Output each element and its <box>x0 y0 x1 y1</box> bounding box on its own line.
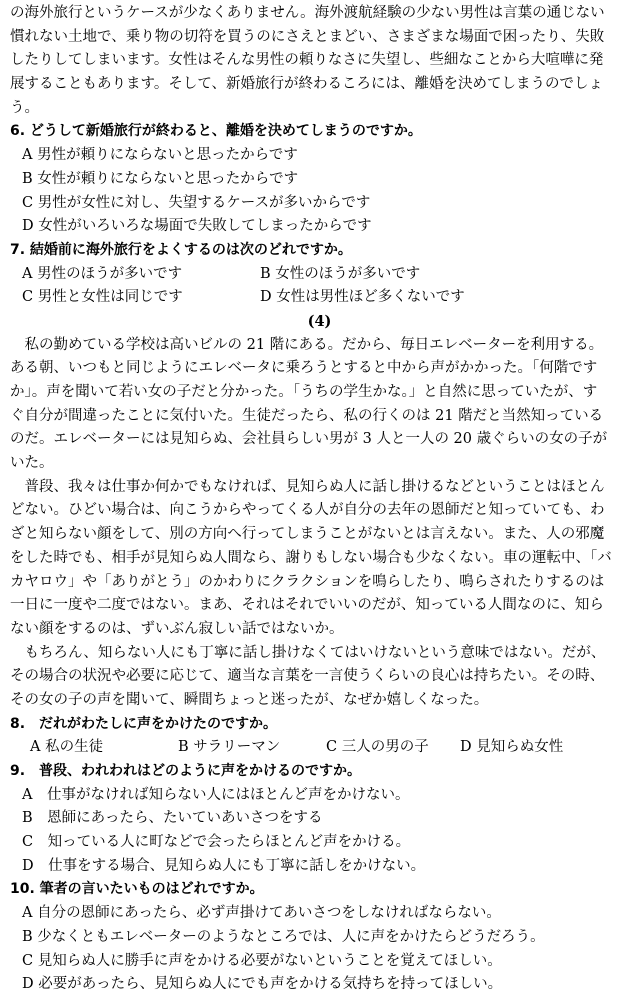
option-c: C 男性が女性に対し、失望するケースが多いからです <box>22 194 371 211</box>
option-d: D 女性は男性ほど多くないです <box>260 289 465 306</box>
option-c: C 知っている人に町などで会ったらほとんど声をかける。 <box>22 834 411 851</box>
question-9 <box>10 760 629 878</box>
question-10 <box>10 878 629 996</box>
question-text: 9. 普段、われわれはどのように声をかけるのですか。 <box>10 763 362 779</box>
passage-line: もちろん、知らない人にも丁寧に話し掛けなくてはいけないという意味ではない。だが、 <box>10 644 606 661</box>
question-text: 7. 結婚前に海外旅行をよくするのは次のどれですか。 <box>10 241 352 258</box>
passage-4 <box>10 334 629 713</box>
passage-line: カヤロウ」や「ありがとう」のかわりにクラクションを鳴らしたり、鳴らされたりするのは <box>10 573 605 590</box>
passage-line: 慣れない土地で、乗り物の切符を買うのにさえとまどい、さまざまな場面で困ったり、失敗 <box>10 28 605 45</box>
passage-line: か」。声を聞いて若い女の子だと分かった。「うちの学生かな。」と自然に思っていたが、す <box>10 384 598 400</box>
option-b: B 恩師にあったら、たいていあいさつをする <box>22 810 323 827</box>
option-a: A 仕事がなければ知らない人にはほとんど声をかけない。 <box>22 786 410 803</box>
section-heading: (4) <box>307 312 332 330</box>
options-row <box>10 736 629 760</box>
passage-line: ざと知らない顔をして、別の方向へ行ってしまうことがないとは言えない。また、人の邪魔 <box>10 526 605 543</box>
option-a: A 男性が頼りにならないと思ったからです <box>22 147 298 164</box>
passage-line: 展することもあります。そして、新婚旅行が終わるころには、離婚を決めてしまうのでしょ <box>10 76 604 93</box>
option-d: D 見知らぬ女性 <box>460 739 564 756</box>
option-d: D 仕事をする場合、見知らぬ人にも丁寧に話しをかけない。 <box>22 857 426 874</box>
question-8 <box>10 713 629 760</box>
question-text: 6. どうして新婚旅行が終わると、離婚を決めてしまうのですか。 <box>10 123 422 140</box>
options-row <box>10 263 629 287</box>
passage-line: をした時でも、相手が見知らぬ人間なら、謝りもしない場合も少なくない。車の運転中、「バ <box>10 549 612 566</box>
passage-line: のだ。エレベーターには見知らぬ、会社員らしい男が 3 人と一人の 20 歳ぐらいの女の子が <box>10 431 608 448</box>
question-7 <box>10 239 629 310</box>
question-text: 8. だれがわたしに声をかけたのですか。 <box>10 715 278 732</box>
option-a: A 私の生徒 <box>30 739 104 756</box>
passage-line: 一日に一度や二度ではない。まあ、それはそれでいいのだが、知っている人間なのに、知ら <box>10 597 604 614</box>
option-b: B 女性のほうが多いです <box>260 265 421 282</box>
option-b: B 女性が頼りにならないと思ったからです <box>22 170 299 187</box>
passage-line: したりしてしまいます。女性はそんな男性の頼りなさに失望し、些細なことから大喧嘩に発 <box>10 52 604 69</box>
option-d: D 女性がいろいろな場面で失敗してしまったからです <box>22 218 372 235</box>
passage-line: う。 <box>10 99 39 116</box>
option-c: C 男性と女性は同じです <box>22 289 183 306</box>
option-c: C 三人の男の子 <box>326 739 429 756</box>
question-text: 10. 筆者の言いたいものはどれですか。 <box>10 881 264 898</box>
passage-line: その女の子の声を聞いて、瞬間ちょっと迷ったが、なぜか嬉しくなった。 <box>10 691 489 708</box>
passage-line: どない。ひどい場合は、向こうからやってくる人が自分の去年の恩師だと知っていても、わ <box>10 502 605 519</box>
passage-line: ない顔をするのは、ずいぶん寂しい話ではないか。 <box>10 620 344 637</box>
option-d: D 必要があったら、見知らぬ人にでも声をかける気持ちを持ってほしい。 <box>22 976 503 993</box>
passage-line: の海外旅行というケースが少なくありません。海外渡航経験の少ない男性は言葉の通じない <box>10 5 605 21</box>
option-c: C 見知らぬ人に勝手に声をかける必要がないということを覚えてほしい。 <box>22 952 502 969</box>
passage-line: 普段、我々は仕事か何かでもなければ、見知らぬ人に話し掛けるなどということはほとん <box>10 478 605 495</box>
passage-line: いた。 <box>10 455 54 472</box>
passage-line: 私の勤めている学校は高いビルの 21 階にある。だから、毎日エレベーターを利用する。 <box>10 336 604 353</box>
question-6 <box>10 120 629 238</box>
option-b: B サラリーマン <box>178 739 281 756</box>
passage-line: ある朝、いつもと同じようにエレベータに乗ろうとすると中から声がかかった。「何階です <box>10 360 598 377</box>
passage-3-continued <box>10 2 629 120</box>
option-a: A 自分の恩師にあったら、必ず声掛けてあいさつをしなければならない。 <box>22 905 501 922</box>
passage-line: その場合の状況や必要に応じて、適当な言葉を一言使うくらいの良心は持ちたい。その時、 <box>10 668 605 685</box>
option-a: A 男性のほうが多いです <box>22 265 183 282</box>
option-b: B 少なくともエレベーターのようなところでは、人に声をかけたらどうだろう。 <box>22 928 545 945</box>
options-row <box>10 286 629 310</box>
passage-line: ぐ自分が間違ったことに気付いた。生徒だったら、私の行くのは 21 階だと当然知っている <box>10 407 604 424</box>
